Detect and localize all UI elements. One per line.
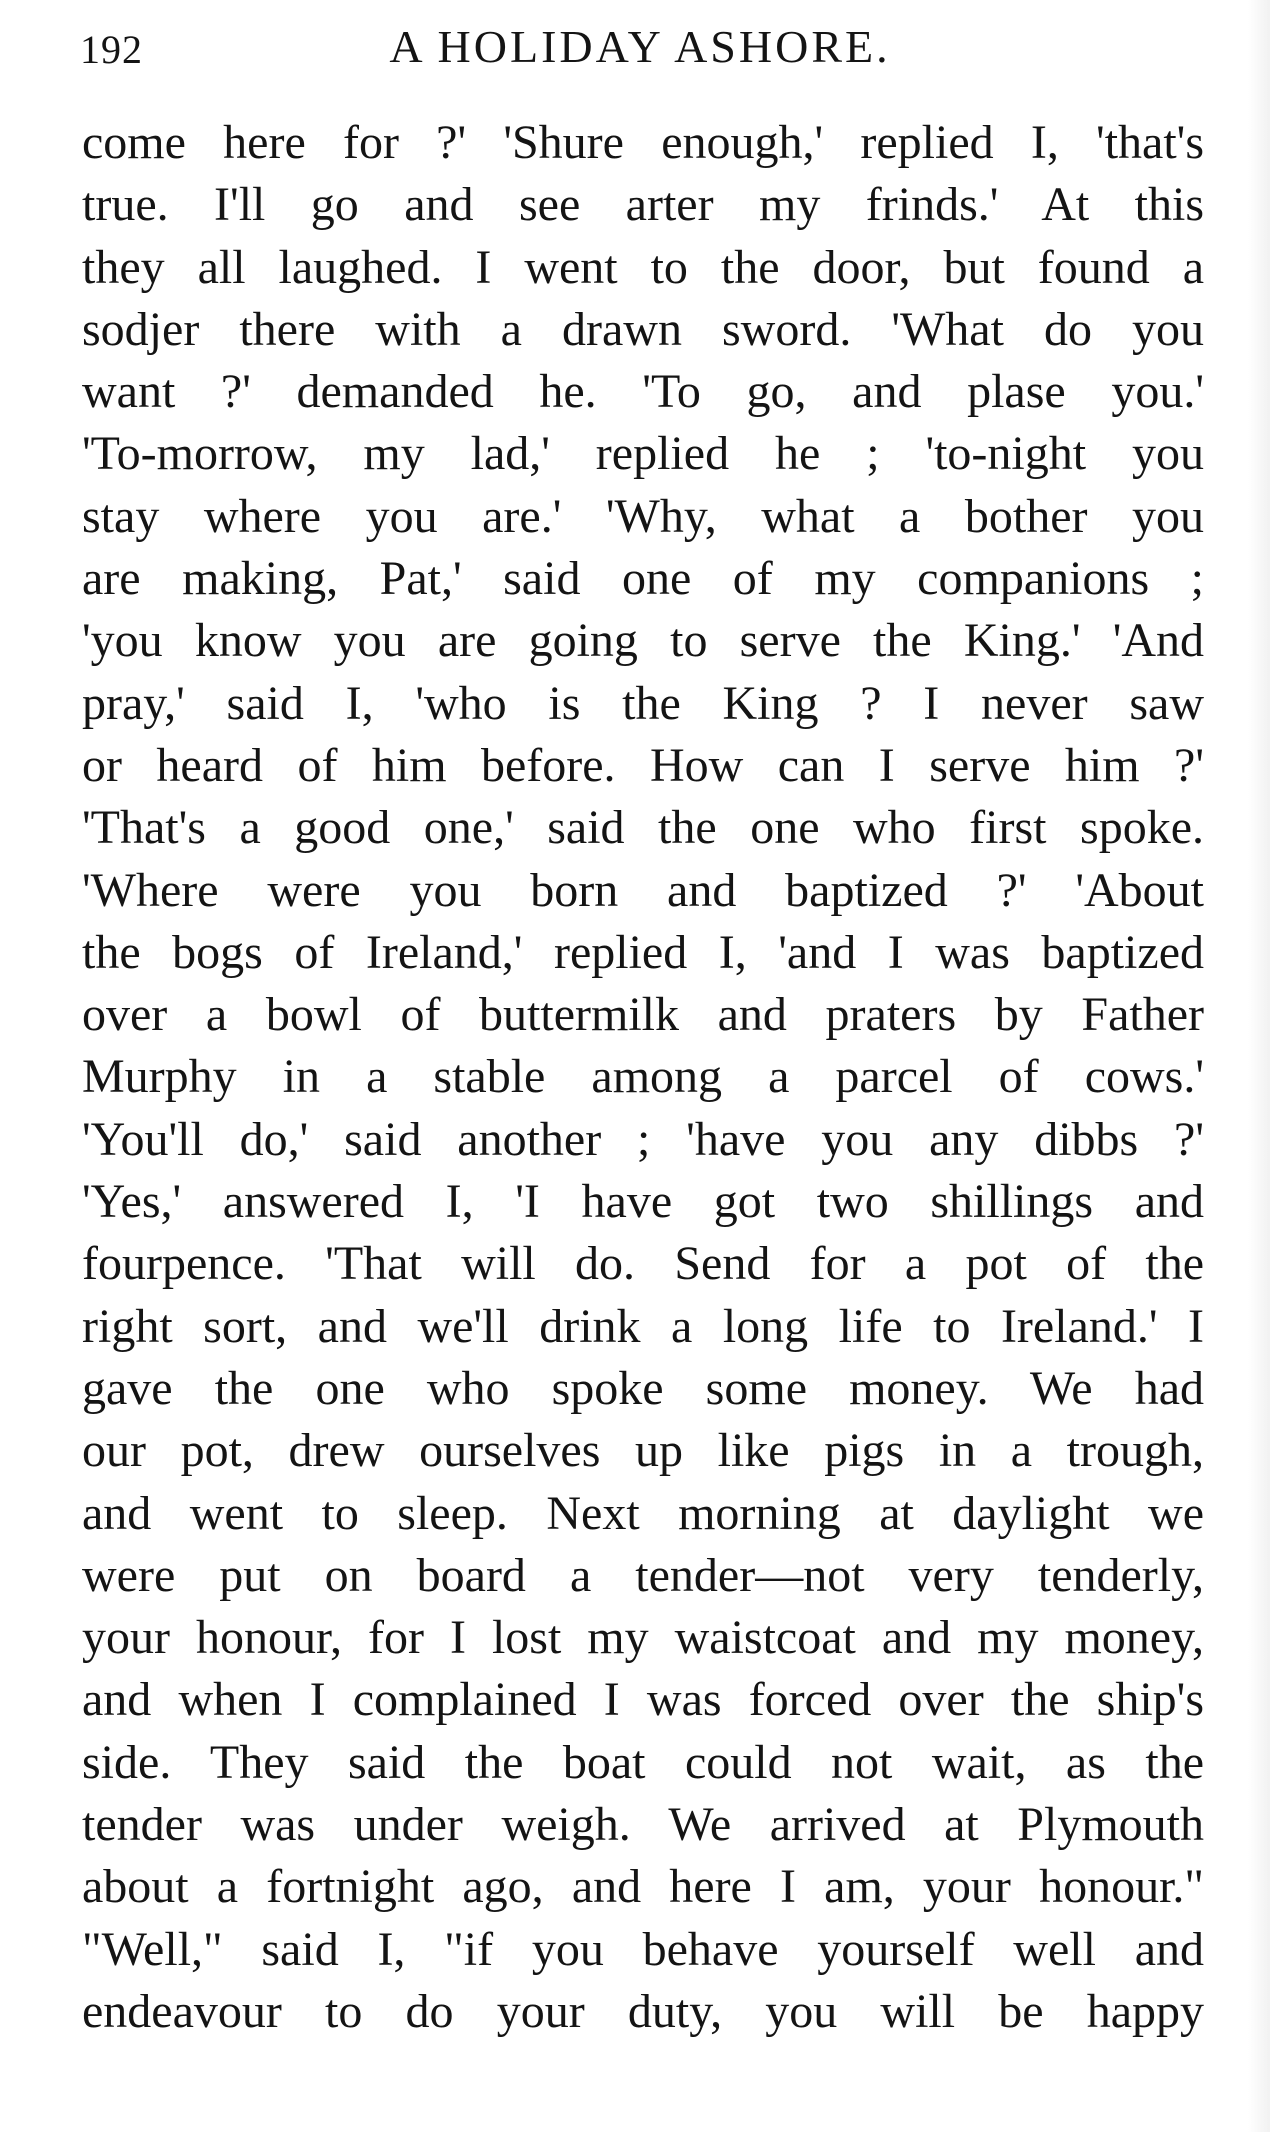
text-line: sodjer there with a drawn sword. 'What do you — [82, 302, 1204, 356]
text-line: your honour, for I lost my waistcoat and my money, — [82, 1611, 1204, 1665]
text-line: are making, Pat,' said one of my companions ; — [82, 552, 1204, 606]
text-line: 'you know you are going to serve the King.' 'And — [82, 614, 1204, 668]
text-line: the bogs of Ireland,' replied I, 'and I was baptized — [82, 925, 1204, 979]
body-text — [82, 112, 1204, 2043]
text-line: were put on board a tender—not very tenderly, — [82, 1548, 1204, 1602]
text-line: over a bowl of buttermilk and praters by Father — [82, 988, 1204, 1042]
text-line: and when I complained I was forced over the ship's — [82, 1673, 1204, 1727]
text-line: right sort, and we'll drink a long life to Ireland.' I — [82, 1299, 1204, 1353]
text-line: stay where you are.' 'Why, what a bother you — [82, 489, 1204, 543]
text-line: fourpence. 'That will do. Send for a pot of the — [82, 1237, 1204, 1291]
text-line: come here for ?' 'Shure enough,' replied I, 'that's — [82, 116, 1204, 169]
text-line: true. I'll go and see arter my frinds.' At this — [82, 178, 1204, 232]
text-line: 'You'll do,' said another ; 'have you any dibbs ?' — [82, 1112, 1204, 1166]
text-line: Murphy in a stable among a parcel of cows.' — [82, 1050, 1204, 1104]
text-line: tender was under weigh. We arrived at Plymouth — [82, 1798, 1204, 1852]
text-line: and went to sleep. Next morning at daylight we — [82, 1486, 1204, 1540]
text-line: want ?' demanded he. 'To go, and plase you.' — [82, 365, 1204, 419]
text-line: pray,' said I, 'who is the King ? I never saw — [82, 676, 1204, 730]
text-line: they all laughed. I went to the door, but found a — [82, 240, 1204, 294]
text-line: 'Where were you born and baptized ?' 'About — [82, 863, 1204, 917]
text-line: 'To-morrow, my lad,' replied he ; 'to-night you — [82, 427, 1204, 481]
text-line: gave the one who spoke some money. We had — [82, 1361, 1204, 1415]
text-line: side. They said the boat could not wait, as the — [82, 1735, 1204, 1789]
text-line: our pot, drew ourselves up like pigs in a trough, — [82, 1424, 1204, 1478]
text-line: endeavour to do your duty, you will be happy — [82, 1984, 1204, 2038]
text-line: about a fortnight ago, and here I am, your honour." — [82, 1860, 1204, 1914]
text-line: or heard of him before. How can I serve him ?' — [82, 738, 1204, 792]
text-line: 'Yes,' answered I, 'I have got two shillings and — [82, 1175, 1204, 1229]
text-line: "Well," said I, "if you behave yourself well and — [82, 1922, 1204, 1976]
text-line: 'That's a good one,' said the one who first spoke. — [82, 801, 1204, 855]
page-number: 192 — [80, 27, 143, 72]
running-title: A HOLIDAY ASHORE. — [389, 21, 891, 72]
running-head — [80, 20, 1200, 90]
page-edge-shadow — [1248, 0, 1270, 2132]
